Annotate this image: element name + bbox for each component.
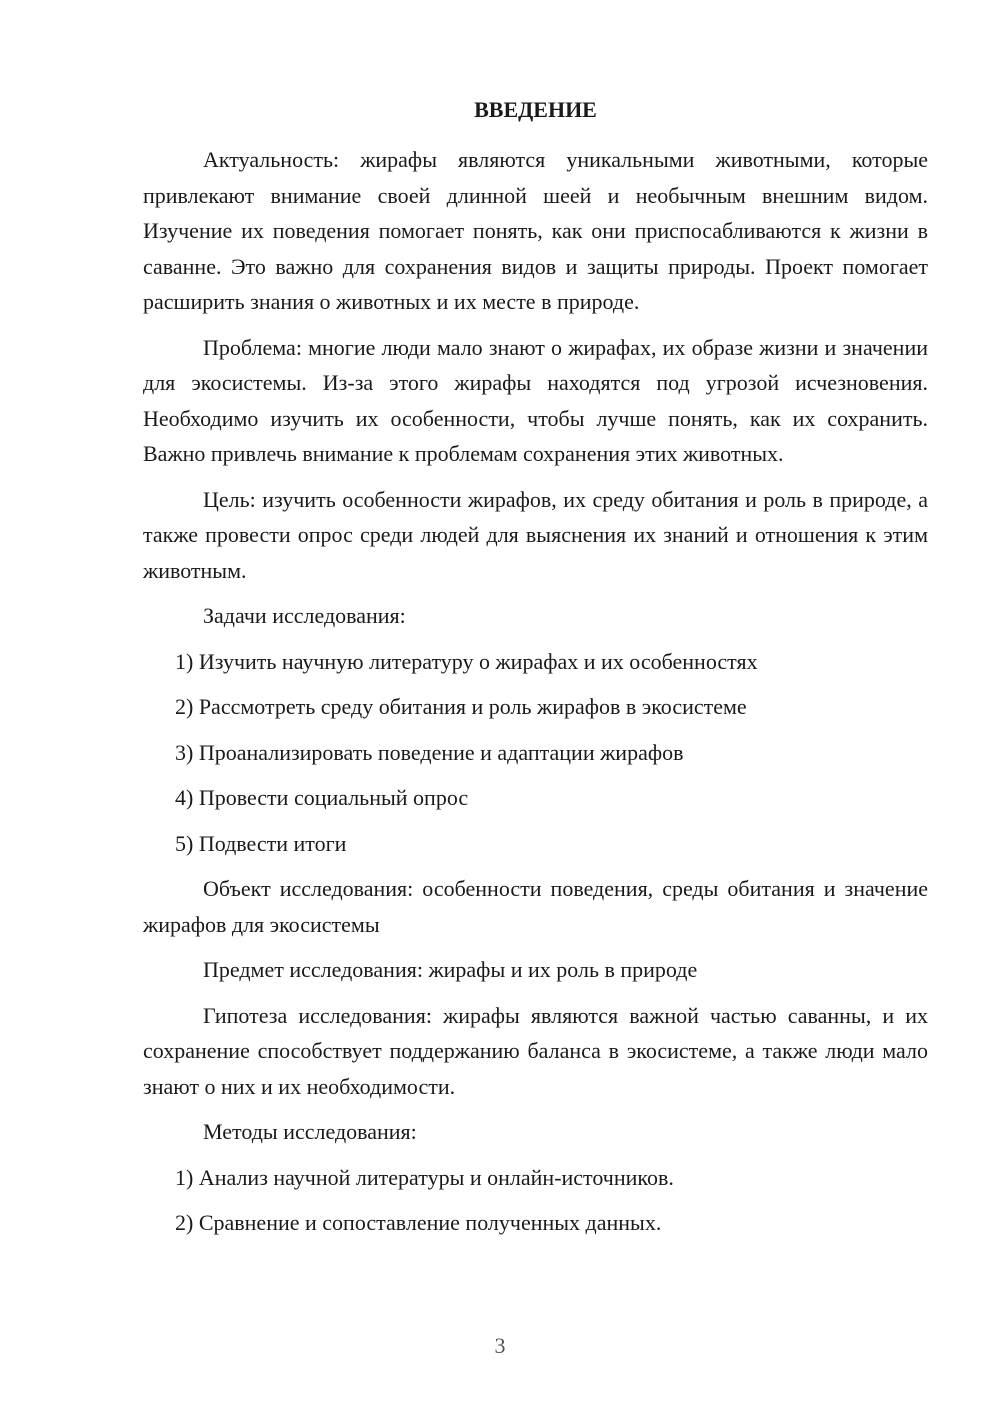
paragraph-goal: Цель: изучить особенности жирафов, их среду обитания и роль в природе, а также провести опрос среди людей для выяснения их знаний и отношения к этим животным. xyxy=(143,486,928,583)
method-item: 2) Сравнение и сопоставление полученных данных. xyxy=(175,1210,662,1235)
tasks-heading: Задачи исследования: xyxy=(203,603,406,628)
document-page xyxy=(143,92,928,1251)
task-item: 1) Изучить научную литературу о жирафах и их особенностях xyxy=(175,648,758,674)
paragraph-problem: Проблема: многие люди мало знают о жирафах, их образе жизни и значении для экосистемы. Из-за этого жирафы находятся под угрозой исчезновения. Необходимо изучить их особенности, чтобы лучше понять, как их сохранить. Важно привлечь внимание к проблемам сохранения этих животных. xyxy=(143,334,928,466)
task-item: 3) Проанализировать поведение и адаптации жирафов xyxy=(175,739,684,765)
page-number: 3 xyxy=(494,1333,506,1358)
task-item: 5) Подвести итоги xyxy=(175,830,347,856)
paragraph-hypothesis: Гипотеза исследования: жирафы являются важной частью саванны, и их сохранение способствует поддержанию баланса в экосистеме, а также люди мало знают о них и их необходимости. xyxy=(143,1002,928,1099)
page-title: ВВЕДЕНИЕ xyxy=(474,97,597,122)
task-item: 4) Провести социальный опрос xyxy=(175,785,469,810)
method-item: 1) Анализ научной литературы и онлайн-источников. xyxy=(175,1164,674,1190)
methods-heading: Методы исследования: xyxy=(203,1119,417,1144)
paragraph-relevance: Актуальность: жирафы являются уникальными животными, которые привлекают внимание своей длинной шеей и необычным внешним видом. Изучение их поведения помогает понять, как они приспосабливаются к жизни в саванне. Это важно для сохранения видов и защиты природы. Проект помогает расширить знания о животных и их месте в природе. xyxy=(143,147,928,314)
task-item: 2) Рассмотреть среду обитания и роль жирафов в экосистеме xyxy=(175,694,747,719)
paragraph-subject: Предмет исследования: жирафы и их роль в природе xyxy=(203,957,698,982)
paragraph-object: Объект исследования: особенности поведения, среды обитания и значение жирафов для экосистемы xyxy=(143,876,928,937)
